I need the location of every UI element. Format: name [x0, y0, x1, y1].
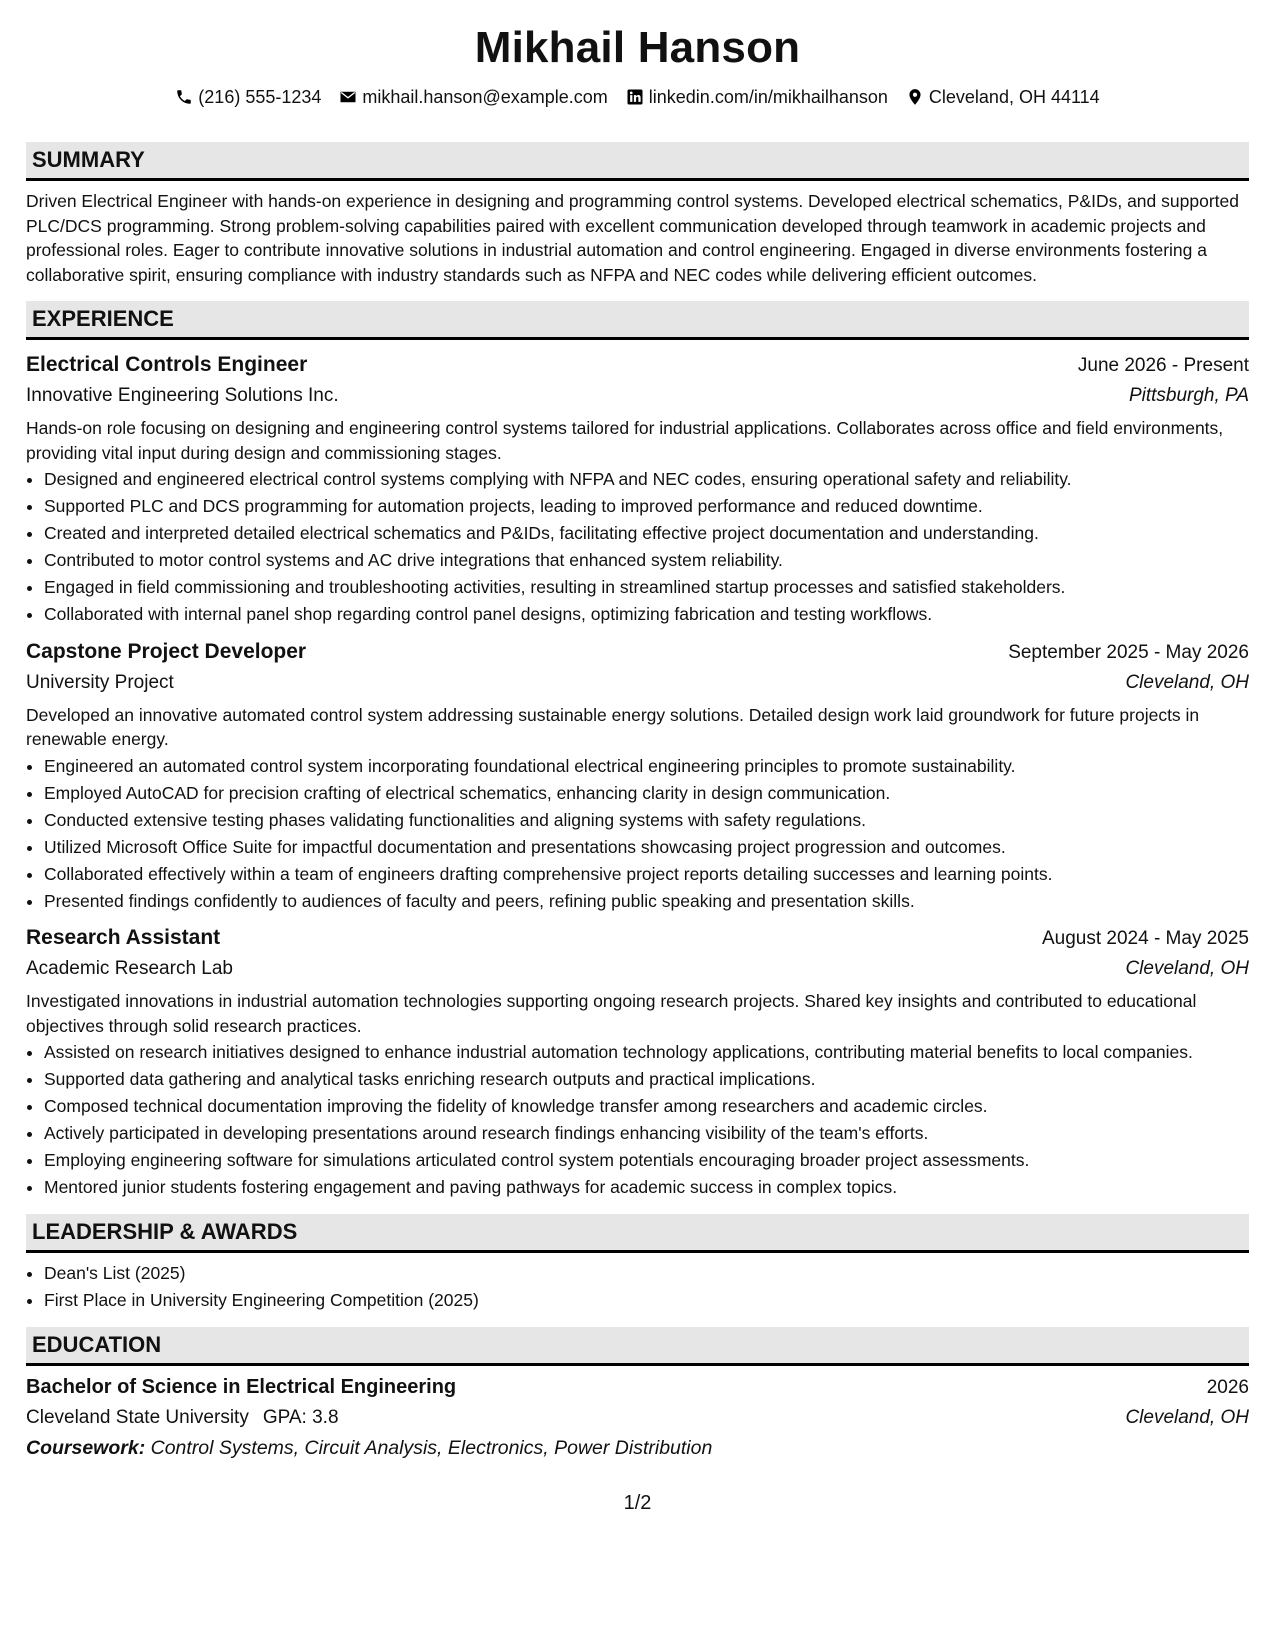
list-item: • Contributed to motor control systems and AC drive integrations that enhanced system reliability.: [44, 548, 1249, 573]
list-item: • Actively participated in developing presentations around research findings enhancing visibility of the team's efforts.: [44, 1121, 1249, 1146]
list-item: • Mentored junior students fostering engagement and paving pathways for academic success in complex topics.: [44, 1175, 1249, 1200]
job-description: Hands-on role focusing on designing and engineering control systems tailored for industrial applications. Collaborates across office and field environments, providing vital input during design and commissioning stages.: [26, 418, 1224, 463]
job-organization: University Project: [26, 671, 174, 693]
job-title: Electrical Controls Engineer: [26, 353, 308, 377]
coursework: [26, 1433, 1249, 1463]
job-bullets: [26, 1040, 1249, 1200]
list-item: • Engaged in field commissioning and troubleshooting activities, resulting in streamlined startup processes and satisfied stakeholders.: [44, 575, 1249, 600]
list-item: • Dean's List (2025): [44, 1261, 1249, 1286]
job-location: Pittsburgh, PA: [1128, 385, 1249, 407]
job-bullets: [26, 754, 1249, 914]
list-item: • Collaborated effectively within a team of engineers drafting comprehensive project reports detailing successes and learning points.: [44, 862, 1249, 887]
job-entry: [26, 350, 1249, 627]
linkedin-icon: [626, 88, 644, 106]
coursework-label: Coursework:: [26, 1436, 146, 1459]
list-item: • Assisted on research initiatives designed to enhance industrial automation technology applications, contributing material benefits to local companies.: [44, 1040, 1249, 1065]
awards-list: [26, 1261, 1249, 1313]
job-organization: Academic Research Lab: [26, 958, 233, 980]
job-entry: [26, 637, 1249, 914]
contact-location: [906, 87, 1100, 108]
job-organization: Innovative Engineering Solutions Inc.: [26, 385, 339, 407]
job-date: June 2026 - Present: [1077, 355, 1249, 377]
list-item: • Supported data gathering and analytical tasks enriching research outputs and practical implications.: [44, 1067, 1249, 1092]
contact-linkedin[interactable]: [626, 87, 888, 108]
education-heading: EDUCATION: [26, 1327, 1249, 1366]
job-bullets: [26, 467, 1249, 627]
summary-text: Driven Electrical Engineer with hands-on experience in designing and programming control systems. Developed electrical schematics, P&IDs, and supported PLC/DCS programming. Strong problem-solving capabilities paired with excellent communication developed through teamwork in academic projects and professional roles. Eager to contribute innovative solutions in industrial automation and control engineering. Engaged in diverse environments fostering a collaborative spirit, ensuring compliance with industry standards such as NFPA and NEC codes while delivering efficient outcomes.: [26, 191, 1239, 285]
job-date: September 2025 - May 2026: [1008, 641, 1249, 663]
graduation-year: 2026: [1206, 1376, 1249, 1398]
job-title: Capstone Project Developer: [26, 639, 307, 663]
job-location: Cleveland, OH: [1125, 958, 1249, 980]
job-description: Developed an innovative automated control system addressing sustainable energy solutions. Detailed design work laid groundwork for future projects in renewable energy.: [26, 704, 1200, 750]
list-item: • Employed AutoCAD for precision crafting of electrical schematics, enhancing clarity in design communication.: [44, 781, 1249, 806]
envelope-icon: [339, 88, 357, 106]
job-entry: [26, 923, 1249, 1200]
job-location: Cleveland, OH: [1125, 671, 1249, 693]
map-pin-icon: [906, 88, 924, 106]
contact-linkedin-text: linkedin.com/in/mikhailhanson: [648, 86, 888, 107]
education-entry: [26, 1372, 1249, 1463]
list-item: • Employing engineering software for simulations articulated control system potentials encouraging broader project assessments.: [44, 1148, 1249, 1173]
contact-phone-text: (216) 555-1234: [198, 86, 322, 107]
job-title: Research Assistant: [26, 926, 221, 950]
contact-location-text: Cleveland, OH 44114: [928, 86, 1100, 107]
awards-heading: LEADERSHIP & AWARDS: [26, 1214, 1249, 1253]
job-description: Investigated innovations in industrial automation technologies supporting ongoing research projects. Shared key insights and contributed to educational objectives through solid research practices.: [26, 991, 1197, 1036]
coursework-list: Control Systems, Circuit Analysis, Electronics, Power Distribution: [150, 1436, 713, 1459]
contact-email-text: mikhail.hanson@example.com: [362, 86, 608, 107]
gpa: GPA: 3.8: [262, 1406, 339, 1428]
experience-heading: EXPERIENCE: [26, 301, 1249, 340]
candidate-name: Mikhail Hanson: [474, 23, 801, 72]
list-item: • Composed technical documentation improving the fidelity of knowledge transfer among researchers and academic circles.: [44, 1094, 1249, 1119]
list-item: • Supported PLC and DCS programming for automation projects, leading to improved performance and reduced downtime.: [44, 494, 1249, 519]
list-item: • Engineered an automated control system incorporating foundational electrical engineering principles to promote sustainability.: [44, 754, 1249, 779]
school-name: Cleveland State University: [26, 1406, 249, 1428]
contact-bar: [26, 84, 1249, 110]
school-line: [26, 1403, 339, 1433]
list-item: • Designed and engineered electrical control systems complying with NFPA and NEC codes, ensuring operational safety and reliability.: [44, 467, 1249, 492]
resume-page: [26, 20, 1249, 1463]
list-item: • Created and interpreted detailed electrical schematics and P&IDs, facilitating effective project documentation and understanding.: [44, 521, 1249, 546]
list-item: • Presented findings confidently to audiences of faculty and peers, refining public speaking and presentation skills.: [44, 889, 1249, 914]
list-item: • First Place in University Engineering Competition (2025): [44, 1288, 1249, 1313]
list-item: • Collaborated with internal panel shop regarding control panel designs, optimizing fabrication and testing workflows.: [44, 602, 1249, 627]
page-number: 1/2: [623, 1492, 652, 1514]
degree-title: Bachelor of Science in Electrical Engineering: [26, 1375, 457, 1398]
contact-email[interactable]: [339, 87, 607, 108]
school-location: Cleveland, OH: [1125, 1406, 1249, 1428]
summary-heading: SUMMARY: [26, 142, 1249, 181]
phone-icon: [175, 88, 193, 106]
list-item: • Conducted extensive testing phases validating functionalities and aligning systems with safety regulations.: [44, 808, 1249, 833]
list-item: • Utilized Microsoft Office Suite for impactful documentation and presentations showcasing project progression and outcomes.: [44, 835, 1249, 860]
contact-phone: [175, 87, 321, 108]
job-date: August 2024 - May 2025: [1041, 928, 1249, 950]
